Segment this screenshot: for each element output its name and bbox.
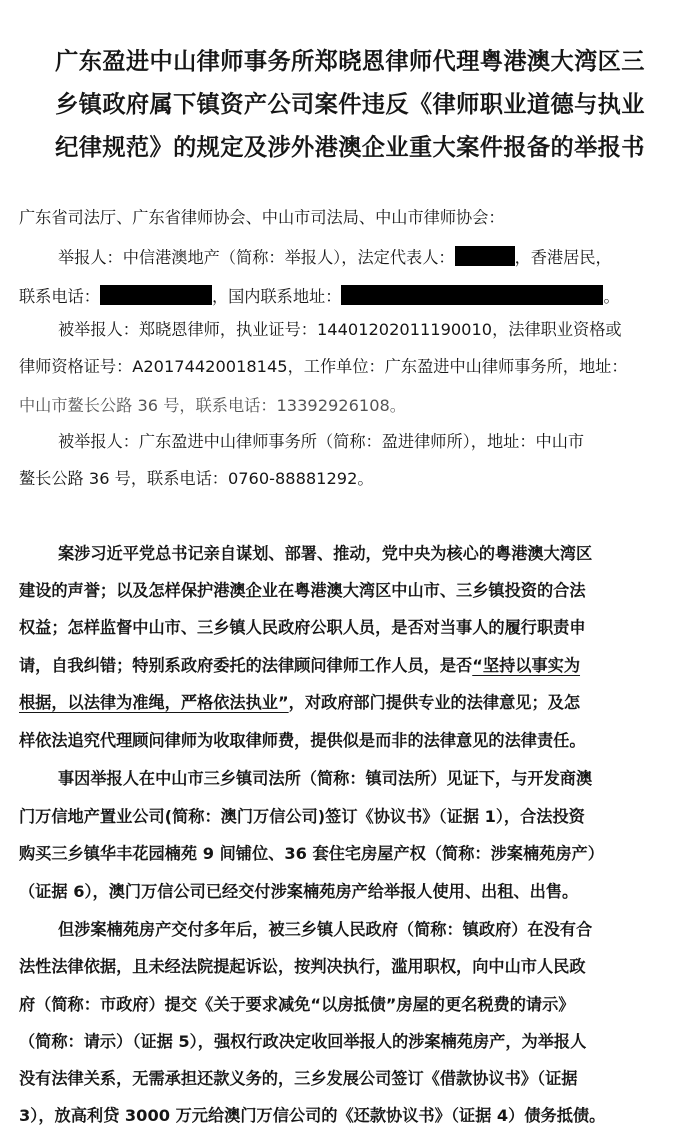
para3-line-3: 府（简称：市政府）提交《关于要求减免“以房抵债”房屋的更名税费的请示》 [19,995,575,1014]
respondent1-line-1: 被举报人：郑晓恩律师，执业证号：14401202011190010，法律职业资格或 [58,320,622,339]
title-line-1: 广东盈进中山律师事务所郑晓恩律师代理粤港澳大湾区三 [55,48,645,75]
para3-line-4: （简称：请示）（证据 5），强权行政决定收回举报人的涉案楠苑房产，为举报人 [19,1032,587,1051]
para3-line-5: 没有法律关系，无需承担还款义务的，三乡发展公司签订《借款协议书》（证据 [19,1069,578,1088]
para3-line-2: 法性法律依据，且未经法院提起诉讼，按判决执行，滥用职权，向中山市人民政 [19,957,586,976]
para1-line-6: 样依法追究代理顾问律师为收取律师费，提供似是而非的法律意见的法律责任。 [19,731,586,750]
document-title [14,40,686,169]
reporter-line-2: 联系电话： ，国内联系地址： 。 [19,287,620,306]
redacted-address [341,285,603,305]
redacted-phone [100,285,212,305]
respondent1-line-2: 律师资格证号：A20174420018145，工作单位：广东盈进中山律师事务所，地址： [19,357,628,376]
para3-line-6: 3），放高利贷 3000 万元给澳门万信公司的《还款协议书》（证据 4）债务抵债。 [19,1106,606,1125]
para2-line-4: （证据 6），澳门万信公司已经交付涉案楠苑房产给举报人使用、出租、出售。 [19,882,579,901]
para2-line-1: 事因举报人在中山市三乡镇司法所（简称：镇司法所）见证下，与开发商澳 [58,769,593,788]
title-line-3: 纪律规范》的规定及涉外港澳企业重大案件报备的举报书 [55,134,645,161]
respondent2-line-1: 被举报人：广东盈进中山律师事务所（简称：盈进律师所），地址：中山市 [58,432,585,451]
quote-part-2: 根据，以法律为准绳，严格依法执业” [19,693,289,712]
para2-line-3: 购买三乡镇华丰花园楠苑 9 间铺位、36 套住宅房屋产权（简称：涉案楠苑房产） [19,844,604,863]
reporter-line-1: 举报人：中信港澳地产（简称：举报人），法定代表人： ，香港居民， [58,248,612,267]
para3-line-1: 但涉案楠苑房产交付多年后，被三乡镇人民政府（简称：镇政府）在没有合 [58,920,593,939]
salutation: 广东省司法厅、广东省律师协会、中山市司法局、中山市律师协会： [19,208,505,227]
respondent1-line-3: 中山市鳌长公路 36 号，联系电话：13392926108。 [19,396,406,415]
para1-line-4: 请，自我纠错；特别系政府委托的法律顾问律师工作人员，是否“坚持以事实为 [19,656,581,675]
para2-line-2: 门万信地产置业公司(简称：澳门万信公司)签订《协议书》（证据 1），合法投资 [19,807,585,826]
respondent2-line-2: 鳌长公路 36 号，联系电话：0760-88881292。 [19,469,374,488]
quote-part-1: “坚持以事实为 [472,656,581,675]
para1-line-1: 案涉习近平党总书记亲自谋划、部署、推动，党中央为核心的粤港澳大湾区 [58,544,593,563]
title-line-2: 乡镇政府属下镇资产公司案件违反《律师职业道德与执业 [55,91,645,118]
redacted-legal-rep [455,246,515,266]
para1-line-5: 根据，以法律为准绳，严格依法执业”，对政府部门提供专业的法律意见；及怎 [19,693,581,712]
para1-line-2: 建设的声誉；以及怎样保护港澳企业在粤港澳大湾区中山市、三乡镇投资的合法 [19,581,586,600]
para1-line-3: 权益；怎样监督中山市、三乡镇人民政府公职人员，是否对当事人的履行职责申 [19,618,586,637]
